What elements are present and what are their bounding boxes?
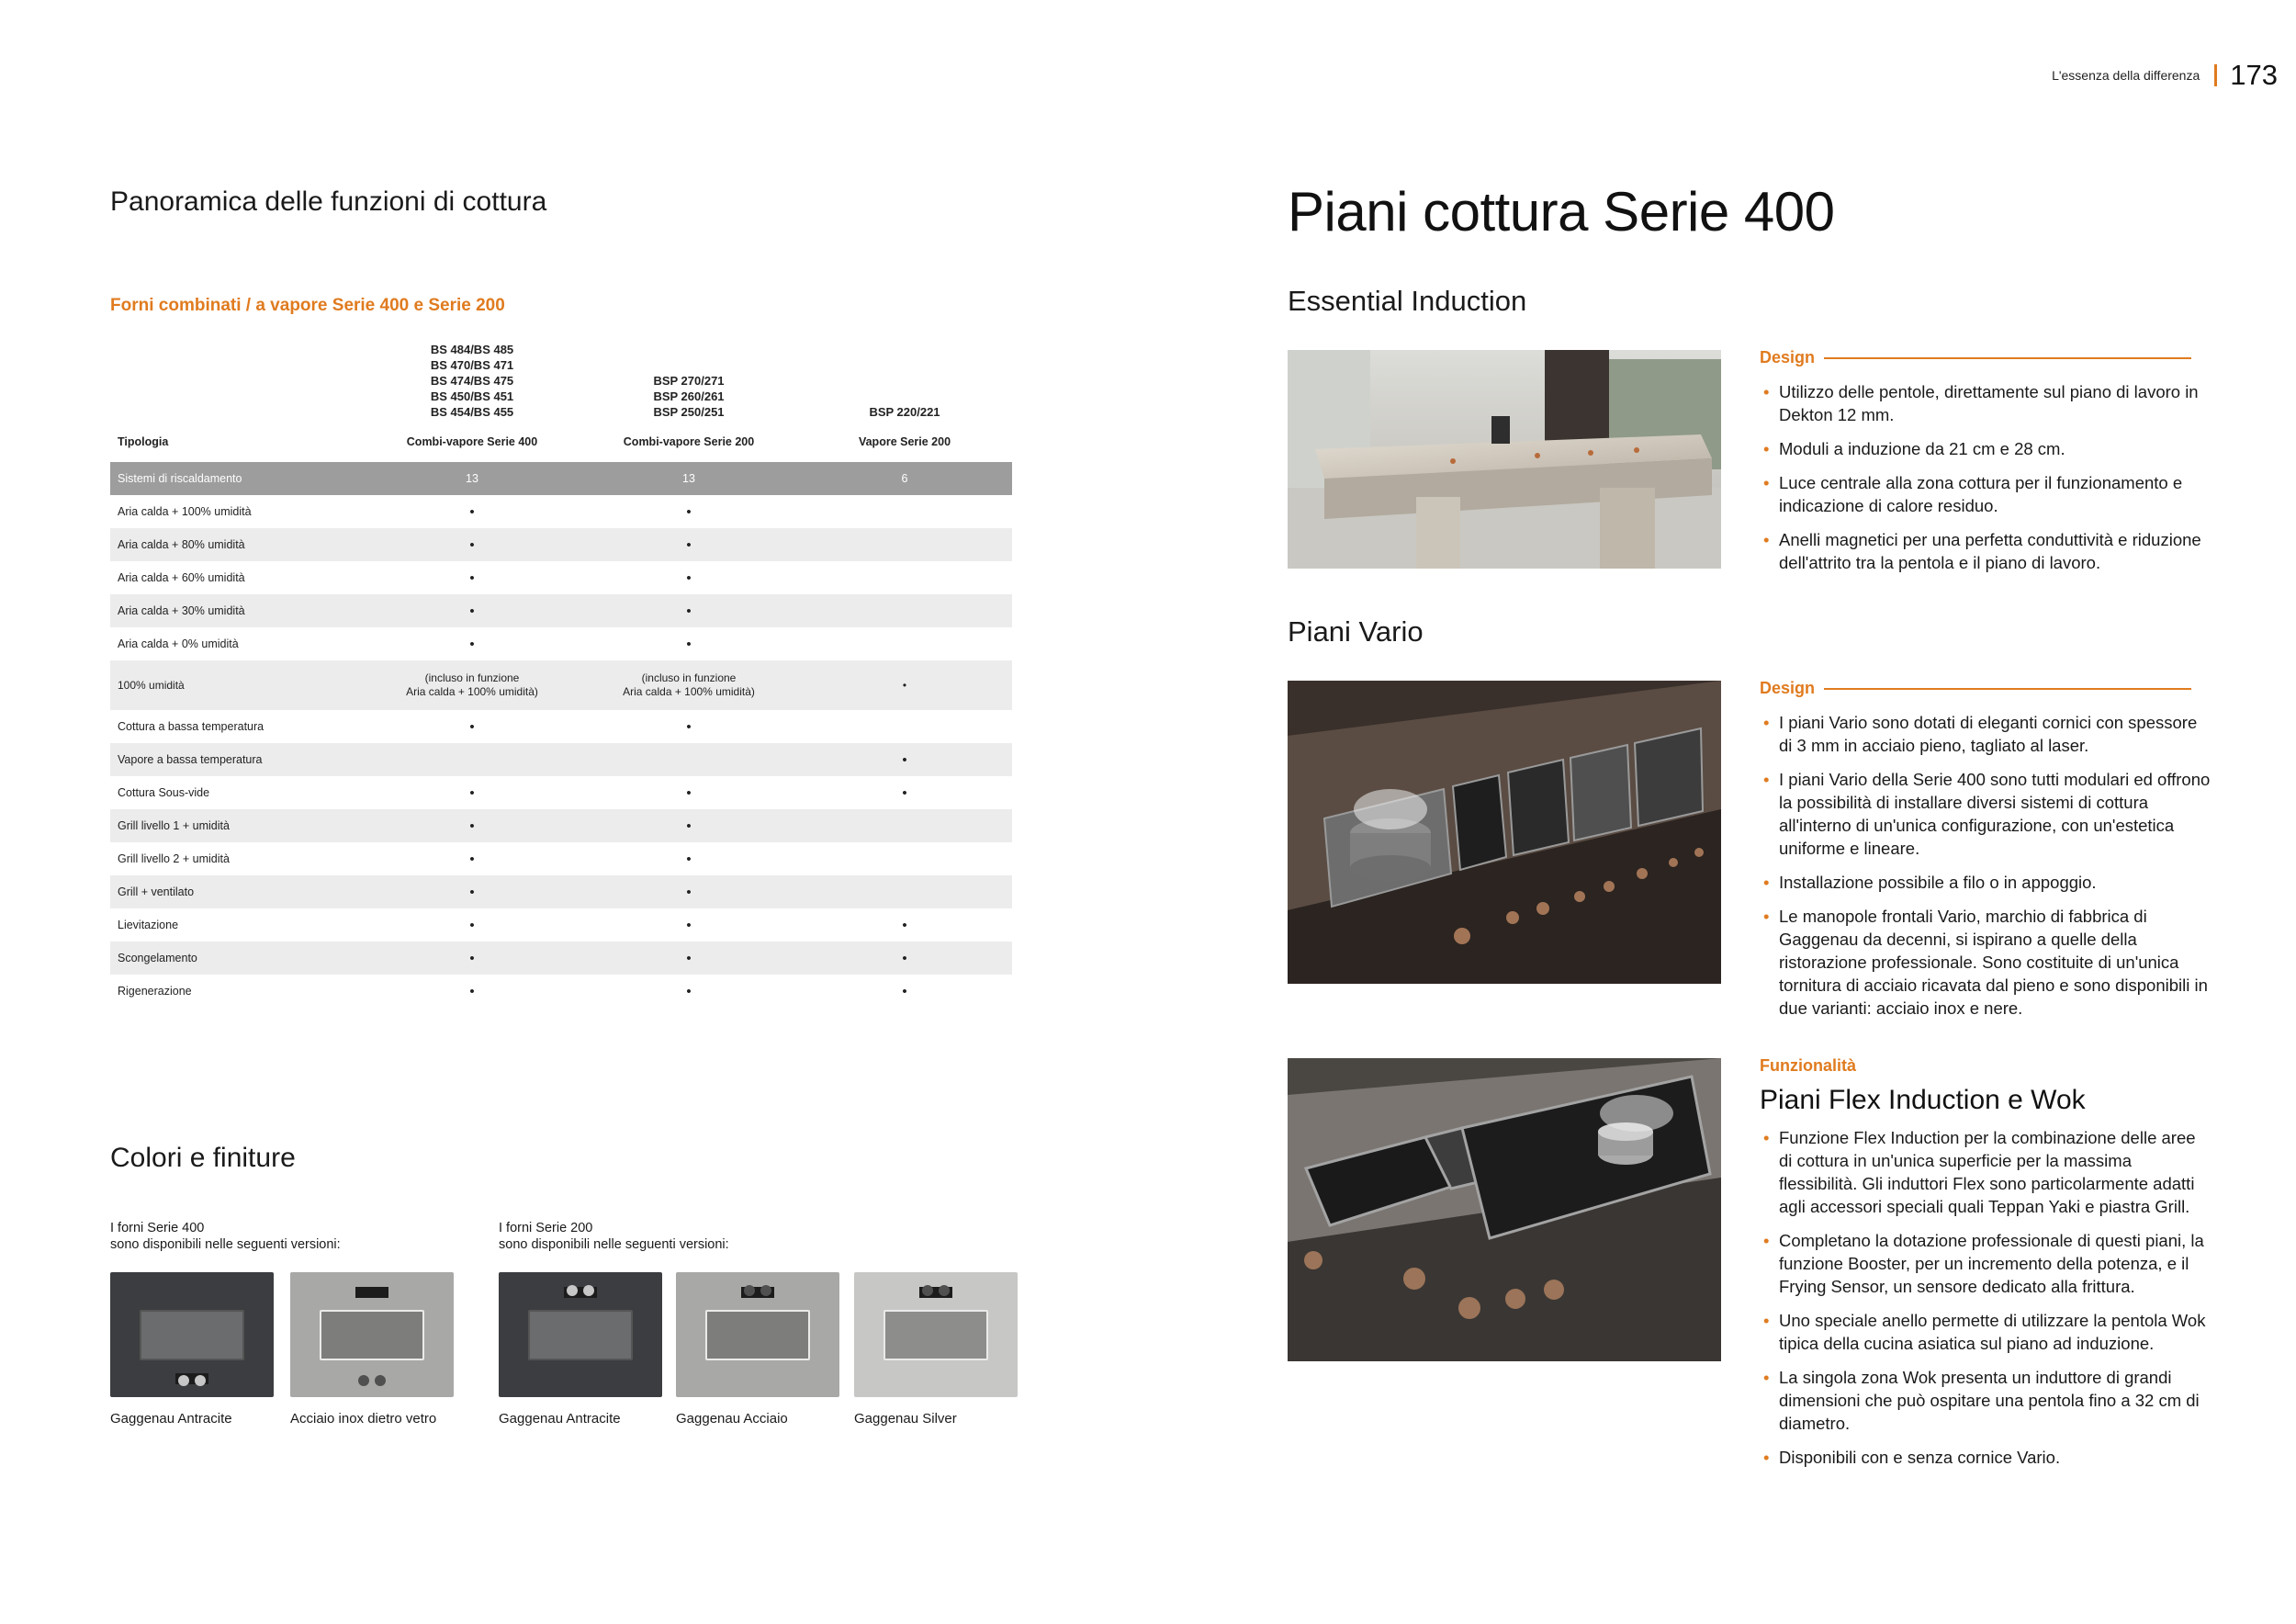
oven-window	[528, 1310, 633, 1361]
row-cell: •	[580, 594, 797, 627]
row-label: Cottura a bassa temperatura	[118, 720, 264, 733]
vario-heading: Piani Vario	[1288, 615, 1424, 648]
row-cell	[797, 561, 1012, 594]
table-row	[110, 594, 1012, 627]
essential-heading: Essential Induction	[1288, 285, 1527, 317]
row-cell: •	[364, 875, 580, 908]
table-row	[110, 495, 1012, 528]
row-cell: •	[686, 718, 692, 735]
row-cell: •	[797, 942, 1012, 975]
row-label: Cottura Sous-vide	[118, 786, 210, 799]
oven-knob	[744, 1285, 755, 1296]
row-cell: •	[469, 718, 475, 735]
table-row	[110, 942, 1012, 975]
oven-knob	[195, 1375, 206, 1386]
series200-caption: I forni Serie 200 sono disponibili nelle seguenti versioni:	[499, 1221, 729, 1252]
oven-finish-label: Gaggenau Antracite	[110, 1411, 232, 1427]
table-row	[110, 710, 1012, 743]
row-cell: (incluso in funzione Aria calda + 100% umidità)	[364, 660, 580, 710]
row-cell: •	[686, 917, 692, 933]
row-cell: •	[364, 809, 580, 842]
row-cell: •	[469, 570, 475, 586]
row-cell: •	[902, 784, 907, 801]
bullet-item: • Disponibili con e senza cornice Vario.	[1761, 1446, 2212, 1469]
oven-window	[140, 1310, 244, 1361]
row-label: Lievitazione	[118, 919, 179, 931]
vario-cooktop-photo	[1288, 681, 1721, 984]
table-row	[110, 975, 1012, 1008]
oven-knob	[922, 1285, 933, 1296]
row-cell: •	[902, 983, 907, 999]
cooking-functions-table	[110, 342, 1012, 1008]
row-cell: •	[364, 594, 580, 627]
series400-caption: I forni Serie 400 sono disponibili nelle seguenti versioni:	[110, 1221, 341, 1252]
row-cell: •	[580, 875, 797, 908]
row-cell: (incluso in funzione Aria calda + 100% umidità)	[580, 660, 797, 710]
row-cell	[797, 495, 1012, 528]
row-label: Aria calda + 60% umidità	[118, 571, 245, 584]
bullet-item: • Anelli magnetici per una perfetta conduttività e riduzione dell'attrito tra la pentola e il piano di lavoro.	[1761, 528, 2212, 574]
row-cell	[797, 594, 1012, 627]
oven-swatch	[854, 1272, 1018, 1397]
row-cell: •	[686, 503, 692, 520]
oven-swatch	[499, 1272, 662, 1397]
row-cell: •	[469, 503, 475, 520]
oven-window	[320, 1310, 424, 1361]
table-type-row: Tipologia Combi-vapore Serie 400 Combi-vapore Serie 200 Vapore Serie 200	[118, 435, 951, 448]
table-row	[110, 875, 1012, 908]
table-row	[110, 660, 1012, 710]
oven-knob	[567, 1285, 578, 1296]
row-label: Rigenerazione	[118, 985, 192, 998]
row-cell: •	[580, 942, 797, 975]
oven-finish-label: Acciaio inox dietro vetro	[290, 1411, 437, 1427]
row-cell	[580, 743, 797, 776]
row-label: Aria calda + 100% umidità	[118, 505, 252, 518]
bullet-item: • Luce centrale alla zona cottura per il funzionamento e indicazione di calore residuo.	[1761, 471, 2212, 517]
row-cell: •	[364, 942, 580, 975]
essential-section-label: Design	[1760, 348, 2191, 367]
oven-finish-label: Gaggenau Acciaio	[676, 1411, 788, 1427]
header-section: L'essenza della differenza	[2052, 68, 2200, 83]
oven-display	[355, 1287, 388, 1298]
vario-bullets	[1761, 711, 2212, 1031]
bullet-item: • Utilizzo delle pentole, direttamente sul piano di lavoro in Dekton 12 mm.	[1761, 380, 2212, 426]
essential-bullets	[1761, 380, 2212, 585]
main-title: Piani cottura Serie 400	[1288, 181, 1835, 242]
oven-knob	[178, 1375, 189, 1386]
row-cell	[797, 875, 1012, 908]
row-label: Vapore a bassa temperatura	[110, 743, 364, 776]
bullet-item: • I piani Vario della Serie 400 sono tutti modulari ed offrono la possibilità di installare diversi sistemi di cottura all'interno di un'unica configurazione, con un'estetica uniforme e lineare.	[1761, 768, 2212, 860]
row-cell	[364, 743, 580, 776]
bullet-item: • Le manopole frontali Vario, marchio di fabbrica di Gaggenau da decenni, si ispirano a quelle della ristorazione professionale. Sono costituite di un'unica tornitura di acciaio ricavata dal pieno e sono disponibili in due varianti: acciaio inox e nere.	[1761, 905, 2212, 1020]
oven-swatch	[290, 1272, 454, 1397]
oven-finish-label: Gaggenau Silver	[854, 1411, 957, 1427]
row-cell	[797, 809, 1012, 842]
colors-title: Colori e finiture	[110, 1143, 296, 1173]
header-divider	[2214, 64, 2217, 86]
row-label: Grill livello 1 + umidità	[110, 809, 364, 842]
table-row	[110, 908, 1012, 942]
models-col-3: BSP 220/221	[869, 405, 940, 419]
row-label: 100% umidità	[110, 660, 364, 710]
running-header	[2052, 59, 2278, 92]
oven-swatch	[676, 1272, 839, 1397]
row-cell: •	[469, 636, 475, 652]
bullet-item: • La singola zona Wok presenta un induttore di grandi dimensioni che può ospitare una pentola fino a 32 cm di diametro.	[1761, 1366, 2212, 1435]
table-row	[110, 528, 1012, 561]
row-label: Scongelamento	[110, 942, 364, 975]
row-cell	[797, 528, 1012, 561]
table-heating-row: Sistemi di riscaldamento 13 13 6	[110, 462, 1012, 495]
table-row	[110, 842, 1012, 875]
row-cell: •	[686, 570, 692, 586]
oven-knob	[358, 1375, 369, 1386]
bullet-item: • Funzione Flex Induction per la combinazione delle aree di cottura in un'unica superficie per la massima flessibilità. Gli induttori Flex sono particolarmente adatti agli accessori speciali quali Teppan Yaki e piastra Grill.	[1761, 1126, 2212, 1218]
flex-heading: Piani Flex Induction e Wok	[1760, 1085, 2086, 1115]
bullet-item: • I piani Vario sono dotati di eleganti cornici con spessore di 3 mm in acciaio pieno, tagliato al laser.	[1761, 711, 2212, 757]
row-label: Grill livello 2 + umidità	[118, 852, 230, 865]
row-label: Aria calda + 30% umidità	[110, 594, 364, 627]
flex-section-label: Funzionalità	[1760, 1056, 1856, 1075]
table-models-row	[110, 342, 1012, 422]
oven-swatch	[110, 1272, 274, 1397]
table-row	[110, 809, 1012, 842]
row-cell: •	[902, 917, 907, 933]
bullet-item: • Moduli a induzione da 21 cm e 28 cm.	[1761, 437, 2212, 460]
bullet-item: • Completano la dotazione professionale di questi piani, la funzione Booster, per un incremento della potenza, e il Frying Sensor, un sensore dedicato alla frittura.	[1761, 1229, 2212, 1298]
row-cell: •	[686, 784, 692, 801]
essential-induction-photo	[1288, 350, 1721, 569]
row-cell: •	[469, 917, 475, 933]
row-cell	[797, 710, 1012, 743]
vario-section-label: Design	[1760, 679, 2191, 698]
row-cell: •	[469, 784, 475, 801]
row-cell: •	[797, 660, 1012, 710]
table-row	[110, 627, 1012, 660]
row-cell: •	[686, 983, 692, 999]
models-col-2: BSP 270/271 BSP 260/261 BSP 250/251	[653, 374, 725, 419]
oven-finish-label: Gaggenau Antracite	[499, 1411, 621, 1427]
table-row	[110, 561, 1012, 594]
flex-wok-photo	[1288, 1058, 1721, 1361]
oven-knob	[375, 1375, 386, 1386]
row-cell: •	[686, 636, 692, 652]
flex-bullets	[1761, 1126, 2212, 1480]
oven-knob	[939, 1285, 950, 1296]
row-cell: •	[686, 851, 692, 867]
page-number: 173	[2230, 59, 2278, 91]
bullet-item: • Installazione possibile a filo o in appoggio.	[1761, 871, 2212, 894]
bullet-item: • Uno speciale anello permette di utilizzare la pentola Wok tipica della cucina asiatica sul piano ad induzione.	[1761, 1309, 2212, 1355]
oven-knob	[760, 1285, 771, 1296]
oven-knob	[583, 1285, 594, 1296]
row-label: Aria calda + 0% umidità	[118, 637, 239, 650]
oven-window	[884, 1310, 988, 1361]
left-title: Panoramica delle funzioni di cottura	[110, 186, 547, 217]
row-label: Grill + ventilato	[110, 875, 364, 908]
table-row	[110, 743, 1012, 776]
row-cell	[797, 627, 1012, 660]
row-cell: •	[580, 528, 797, 561]
models-col-1: BS 484/BS 485 BS 470/BS 471 BS 474/BS 475 BS 450/BS 451 BS 454/BS 455	[430, 343, 514, 419]
table-subtitle: Forni combinati / a vapore Serie 400 e Serie 200	[110, 296, 505, 315]
row-label: Aria calda + 80% umidità	[110, 528, 364, 561]
row-cell: •	[469, 851, 475, 867]
row-cell: •	[364, 528, 580, 561]
row-cell: •	[580, 809, 797, 842]
table-row	[110, 776, 1012, 809]
row-cell: •	[797, 743, 1012, 776]
row-cell: •	[469, 983, 475, 999]
row-cell	[797, 842, 1012, 875]
oven-window	[705, 1310, 810, 1361]
